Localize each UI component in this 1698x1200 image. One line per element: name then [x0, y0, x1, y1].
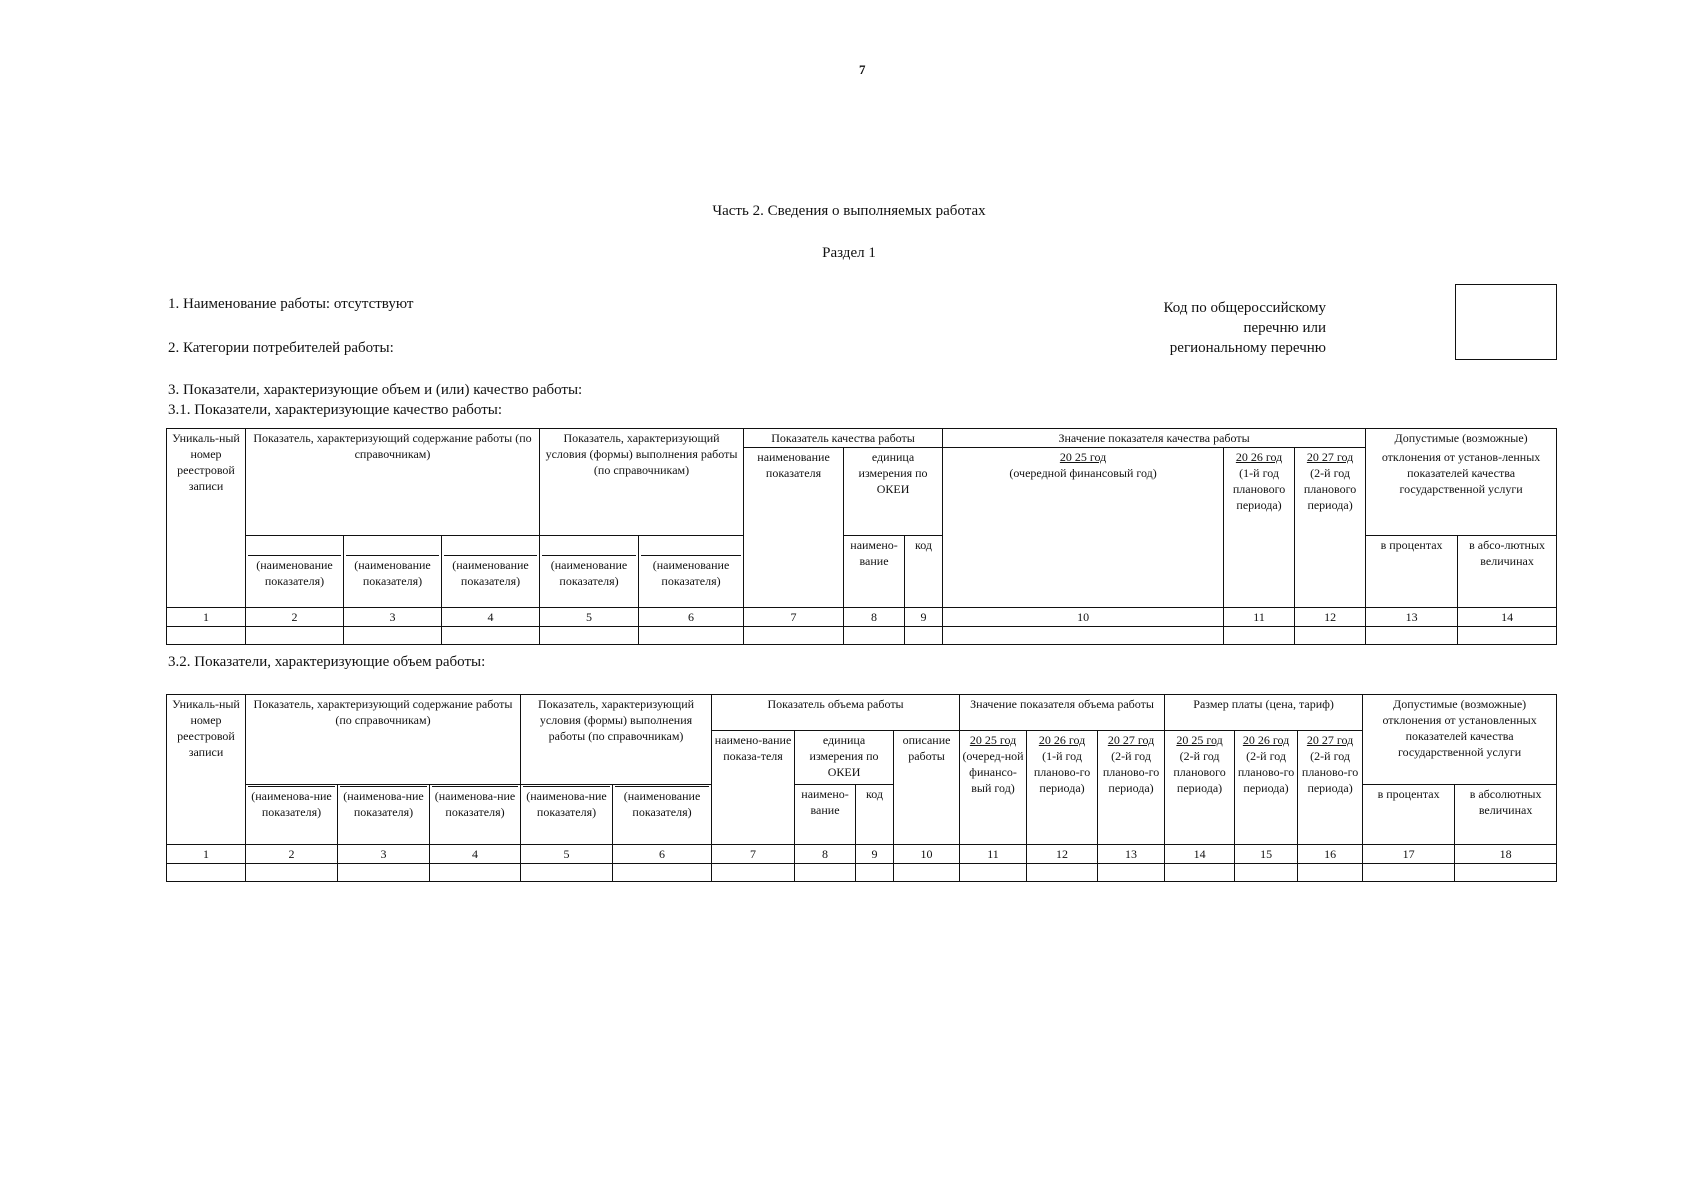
qt-col-number: 8 [844, 608, 905, 627]
qt-col-number: 13 [1366, 608, 1458, 627]
qt-pct: в процентах [1366, 536, 1458, 608]
quality-table [166, 428, 1557, 645]
vt-sub-name: (наименова-ние показателя) [338, 785, 430, 845]
volume-heading: 3.2. Показатели, характеризующие объем работы: [168, 654, 486, 670]
qt-col-number: 12 [1295, 608, 1366, 627]
qt-col-number: 14 [1458, 608, 1557, 627]
qt-year1-header: 20 25 год (очередной финансовый год) [943, 448, 1224, 608]
quality-heading: 3.1. Показатели, характеризующие качество работы: [168, 402, 502, 418]
vt-sub-name: (наименова-ние показателя) [430, 785, 521, 845]
code-label-line1: Код по общероссийскому [1163, 300, 1326, 316]
qt-col-number: 6 [639, 608, 744, 627]
qt-year2-header: 20 26 год (1-й год планового периода) [1224, 448, 1295, 608]
vt-col-number: 9 [856, 845, 894, 864]
vt-abs: в абсолютных величинах [1455, 785, 1557, 845]
vt-unit-code: код [856, 785, 894, 845]
qt-unit-header: единица измерения по ОКЕИ [844, 448, 943, 536]
qt-sub-name: (наименование показателя) [540, 536, 639, 608]
qt-col-number: 5 [540, 608, 639, 627]
vt-fee-header: Размер платы (цена, тариф) [1165, 695, 1363, 731]
vt-col-number: 12 [1027, 845, 1098, 864]
code-label-line3: региональному перечню [1169, 340, 1326, 356]
qt-sub-name: (наименование показателя) [442, 536, 540, 608]
qt-col-number: 10 [943, 608, 1224, 627]
qt-ind-name-header: наименование показателя [744, 448, 844, 608]
vt-col-number: 2 [246, 845, 338, 864]
vt-col-number: 17 [1363, 845, 1455, 864]
qt-content-header: Показатель, характеризующий содержание работы (по справочникам) [246, 429, 540, 536]
vt-ind-name-header: наимено-вание показа-теля [712, 731, 795, 845]
vt-col-number: 1 [167, 845, 246, 864]
vt-col-number: 15 [1235, 845, 1298, 864]
qt-abs: в абсо-лютных величинах [1458, 536, 1557, 608]
vt-unit-name: наимено-вание [795, 785, 856, 845]
vt-fyear1-header: 20 25 год (2-й год планового периода) [1165, 731, 1235, 845]
vt-col-number: 6 [613, 845, 712, 864]
vt-col-number: 11 [960, 845, 1027, 864]
vt-col-number: 7 [712, 845, 795, 864]
vt-vyear1-header: 20 25 год (очеред-ной финансо-вый год) [960, 731, 1027, 845]
qt-unit-code: код [905, 536, 943, 608]
vt-fyear2-header: 20 26 год (2-й год планово-го периода) [1235, 731, 1298, 845]
qt-col-number: 2 [246, 608, 344, 627]
qt-year3-header: 20 27 год (2-й год планового периода) [1295, 448, 1366, 608]
qt-col-number: 3 [344, 608, 442, 627]
qt-deviation-cont: отклонения от установ-ленных показателей качества государственной услуги [1366, 448, 1557, 536]
qt-empty-row[interactable] [167, 627, 1557, 645]
registry-code-box[interactable] [1455, 284, 1557, 360]
vt-unit-header: единица измерения по ОКЕИ [795, 731, 894, 785]
vt-col-number: 4 [430, 845, 521, 864]
qt-col-number: 7 [744, 608, 844, 627]
vt-vyear2-header: 20 26 год (1-й год планово-го периода) [1027, 731, 1098, 845]
qt-sub-name: (наименование показателя) [639, 536, 744, 608]
vt-unique-header: Уникаль-ный номер реестровой записи [167, 695, 246, 845]
code-label [1164, 298, 1326, 358]
vt-description-header: описание работы [894, 731, 960, 845]
qt-sub-name: (наименование показателя) [344, 536, 442, 608]
vt-col-number: 8 [795, 845, 856, 864]
vt-pct: в процентах [1363, 785, 1455, 845]
vt-col-number: 10 [894, 845, 960, 864]
qt-col-number: 1 [167, 608, 246, 627]
qt-col-number: 9 [905, 608, 943, 627]
vt-empty-row[interactable] [167, 864, 1557, 882]
vt-col-number: 14 [1165, 845, 1235, 864]
qt-quality-indicator-header: Показатель качества работы [744, 429, 943, 448]
qt-col-number: 11 [1224, 608, 1295, 627]
qt-sub-name: (наименование показателя) [246, 536, 344, 608]
vt-volume-indicator-header: Показатель объема работы [712, 695, 960, 731]
part-title: Часть 2. Сведения о выполняемых работах [712, 203, 986, 219]
vt-deviation-header: Допустимые (возможные) отклонения от установленных показателей качества государственной услуги [1363, 695, 1557, 785]
vt-sub-name: (наименова-ние показателя) [521, 785, 613, 845]
vt-volume-value-header: Значение показателя объема работы [960, 695, 1165, 731]
vt-col-number: 16 [1298, 845, 1363, 864]
work-name-field: 1. Наименование работы: отсутствуют [168, 296, 414, 312]
vt-col-number: 18 [1455, 845, 1557, 864]
qt-unit-name: наимено-вание [844, 536, 905, 608]
vt-vyear3-header: 20 27 год (2-й год планово-го периода) [1098, 731, 1165, 845]
vt-conditions-header: Показатель, характеризующий условия (формы) выполнения работы (по справочникам) [521, 695, 712, 785]
qt-deviation-header: Допустимые (возможные) [1366, 429, 1557, 448]
vt-sub-name-last: (наименование показателя) [613, 785, 712, 845]
code-label-line2: перечню или [1243, 320, 1326, 336]
vt-fyear3-header: 20 27 год (2-й год планово-го периода) [1298, 731, 1363, 845]
vt-col-number: 5 [521, 845, 613, 864]
section-title: Раздел 1 [822, 245, 876, 261]
indicators-heading: 3. Показатели, характеризующие объем и (или) качество работы: [168, 382, 583, 398]
consumers-field: 2. Категории потребителей работы: [168, 340, 394, 356]
qt-quality-value-header: Значение показателя качества работы [943, 429, 1366, 448]
vt-col-number: 3 [338, 845, 430, 864]
vt-sub-name: (наименова-ние показателя) [246, 785, 338, 845]
vt-content-header: Показатель, характеризующий содержание работы (по справочникам) [246, 695, 521, 785]
qt-unique-header: Уникаль-ный номер реестровой записи [167, 429, 246, 608]
page-number: 7 [859, 62, 866, 77]
volume-table [166, 694, 1557, 882]
qt-conditions-header: Показатель, характеризующий условия (формы) выполнения работы (по справочникам) [540, 429, 744, 536]
vt-col-number: 13 [1098, 845, 1165, 864]
qt-col-number: 4 [442, 608, 540, 627]
